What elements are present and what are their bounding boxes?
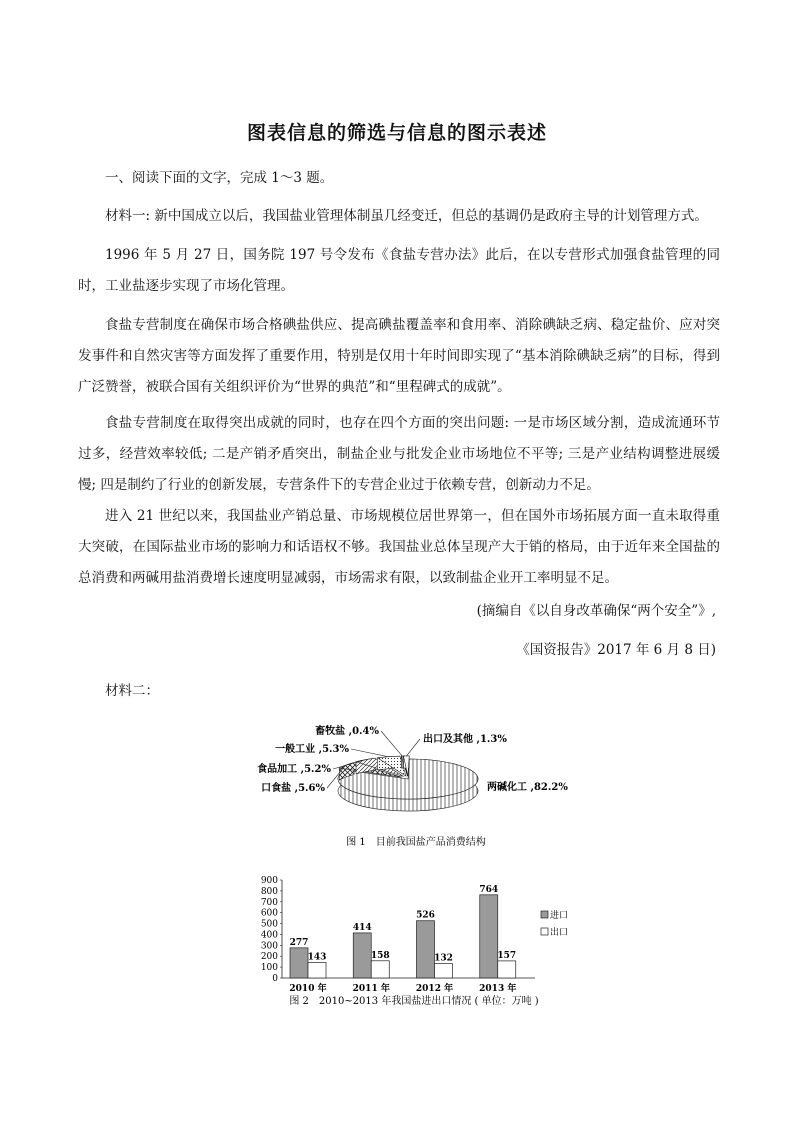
bar-value-label: 764 [479, 884, 499, 895]
pie-label: 两碱化工 ,82.2% [487, 782, 568, 793]
bar-chart-title: 图 2 2010~2013 年我国盐进出口情况 ( 单位：万吨 ) [289, 996, 539, 1007]
x-tick-label: 2012 年 [415, 984, 454, 994]
paragraph-5: 进入 21 世纪以来，我国盐业产销总量、市场规模位居世界第一，但在国外市场拓展方面一直未取得重大突破，在国际盐业市场的影响力和话语权不够。我国盐业总体呈现产大于销的格局，由于近年来全国盐的总消费和两碱用盐消费增长速度明显减弱，市场需求有限，以致制盐企业开工率明显不足。 [78, 508, 720, 586]
section-heading: 一、阅读下面的文字，完成 1～3 题。 [105, 170, 334, 186]
pie-label: 畜牧盐 ,0.4% [315, 726, 379, 737]
bar-value-label: 526 [416, 910, 435, 921]
paragraph-4: 食盐专营制度在取得突出成就的同时，也存在四个方面的突出问题: 一是市场区域分割，造成流通环节过多，经营效率较低; 二是产销矛盾突出，制盐企业与批发企业市场地位不平等; 三是产业结构调整进展缓慢; 四是制约了行业的创新发展，专营条件下的专营企业过于依赖专营，创新动力不足。 [78, 415, 720, 493]
y-tick-label: 700 [260, 897, 278, 908]
bar-value-label: 157 [497, 950, 517, 961]
bar [435, 964, 453, 978]
y-tick-label: 300 [260, 941, 278, 952]
y-tick-label: 900 [260, 876, 278, 886]
legend-label: 出口 [550, 928, 569, 938]
y-tick-label: 500 [260, 919, 278, 930]
bar [371, 961, 389, 978]
x-tick-label: 2010 年 [289, 984, 327, 994]
x-tick-label: 2011 年 [352, 984, 390, 994]
y-tick-label: 800 [260, 886, 278, 897]
paragraph-2: 1996 年 5 月 27 日，国务院 197 号令发布《食盐专营办法》此后，在以专营形式加强食盐管理的同时，工业盐逐步实现了市场化管理。 [78, 247, 720, 294]
bar [480, 895, 498, 978]
paragraph-1: 材料一: 新中国成立以后，我国盐业管理体制虽几经变迁，但总的基调仍是政府主导的计划管理方式。 [105, 208, 708, 224]
source-line-2: 《国资报告》2017 年 6 月 8 日) [516, 642, 716, 658]
y-tick-label: 400 [260, 930, 278, 941]
pie-leader-line [406, 739, 420, 756]
source-line-1: (摘编自《以自身改革确保“两个安全”》, [476, 603, 716, 619]
pie-label: 出口及其他 ,1.3% [423, 734, 507, 745]
legend-label: 进口 [550, 911, 569, 921]
bar-value-label: 277 [289, 937, 309, 948]
page-title: 图表信息的筛选与信息的图示表述 [246, 122, 547, 144]
bar-value-label: 414 [352, 922, 372, 933]
y-tick-label: 0 [272, 974, 278, 984]
pie-label: 一般工业 ,5.3% [275, 744, 349, 755]
bar [353, 933, 371, 978]
pie-leader-line [381, 731, 402, 756]
bar-chart [0, 872, 794, 1012]
pie-label: 口食盐 ,5.6% [261, 783, 325, 794]
material-two-label: 材料二： [105, 683, 159, 699]
bar [417, 921, 435, 978]
legend-swatch [541, 928, 548, 935]
bar-value-label: 143 [307, 952, 327, 963]
pie-chart-title: 图 1 目前我国盐产品消费结构 [346, 837, 486, 848]
pie-leader-line [351, 749, 388, 757]
x-tick-label: 2013 年 [479, 984, 517, 994]
pie-label: 食品加工 ,5.2% [257, 764, 331, 775]
y-tick-label: 600 [260, 908, 278, 919]
bar-value-label: 132 [434, 953, 453, 964]
paragraph-3: 食盐专营制度在确保市场合格碘盐供应、提高碘盐覆盖率和食用率、消除碘缺乏病、稳定盐价、应对突发事件和自然灾害等方面发挥了重要作用，特别是仅用十年时间即实现了“基本消除碘缺乏病”的目标，得到广泛赞誉，被联合国有关组织评价为“世界的典范”和“里程碑式的成就”。 [78, 317, 720, 395]
bar-value-label: 158 [370, 950, 390, 961]
legend-swatch [541, 911, 548, 918]
bar [308, 962, 326, 978]
pie-chart [0, 715, 794, 855]
bar [290, 948, 308, 978]
bar [498, 961, 516, 978]
y-tick-label: 100 [260, 963, 278, 974]
y-tick-label: 200 [260, 952, 278, 963]
